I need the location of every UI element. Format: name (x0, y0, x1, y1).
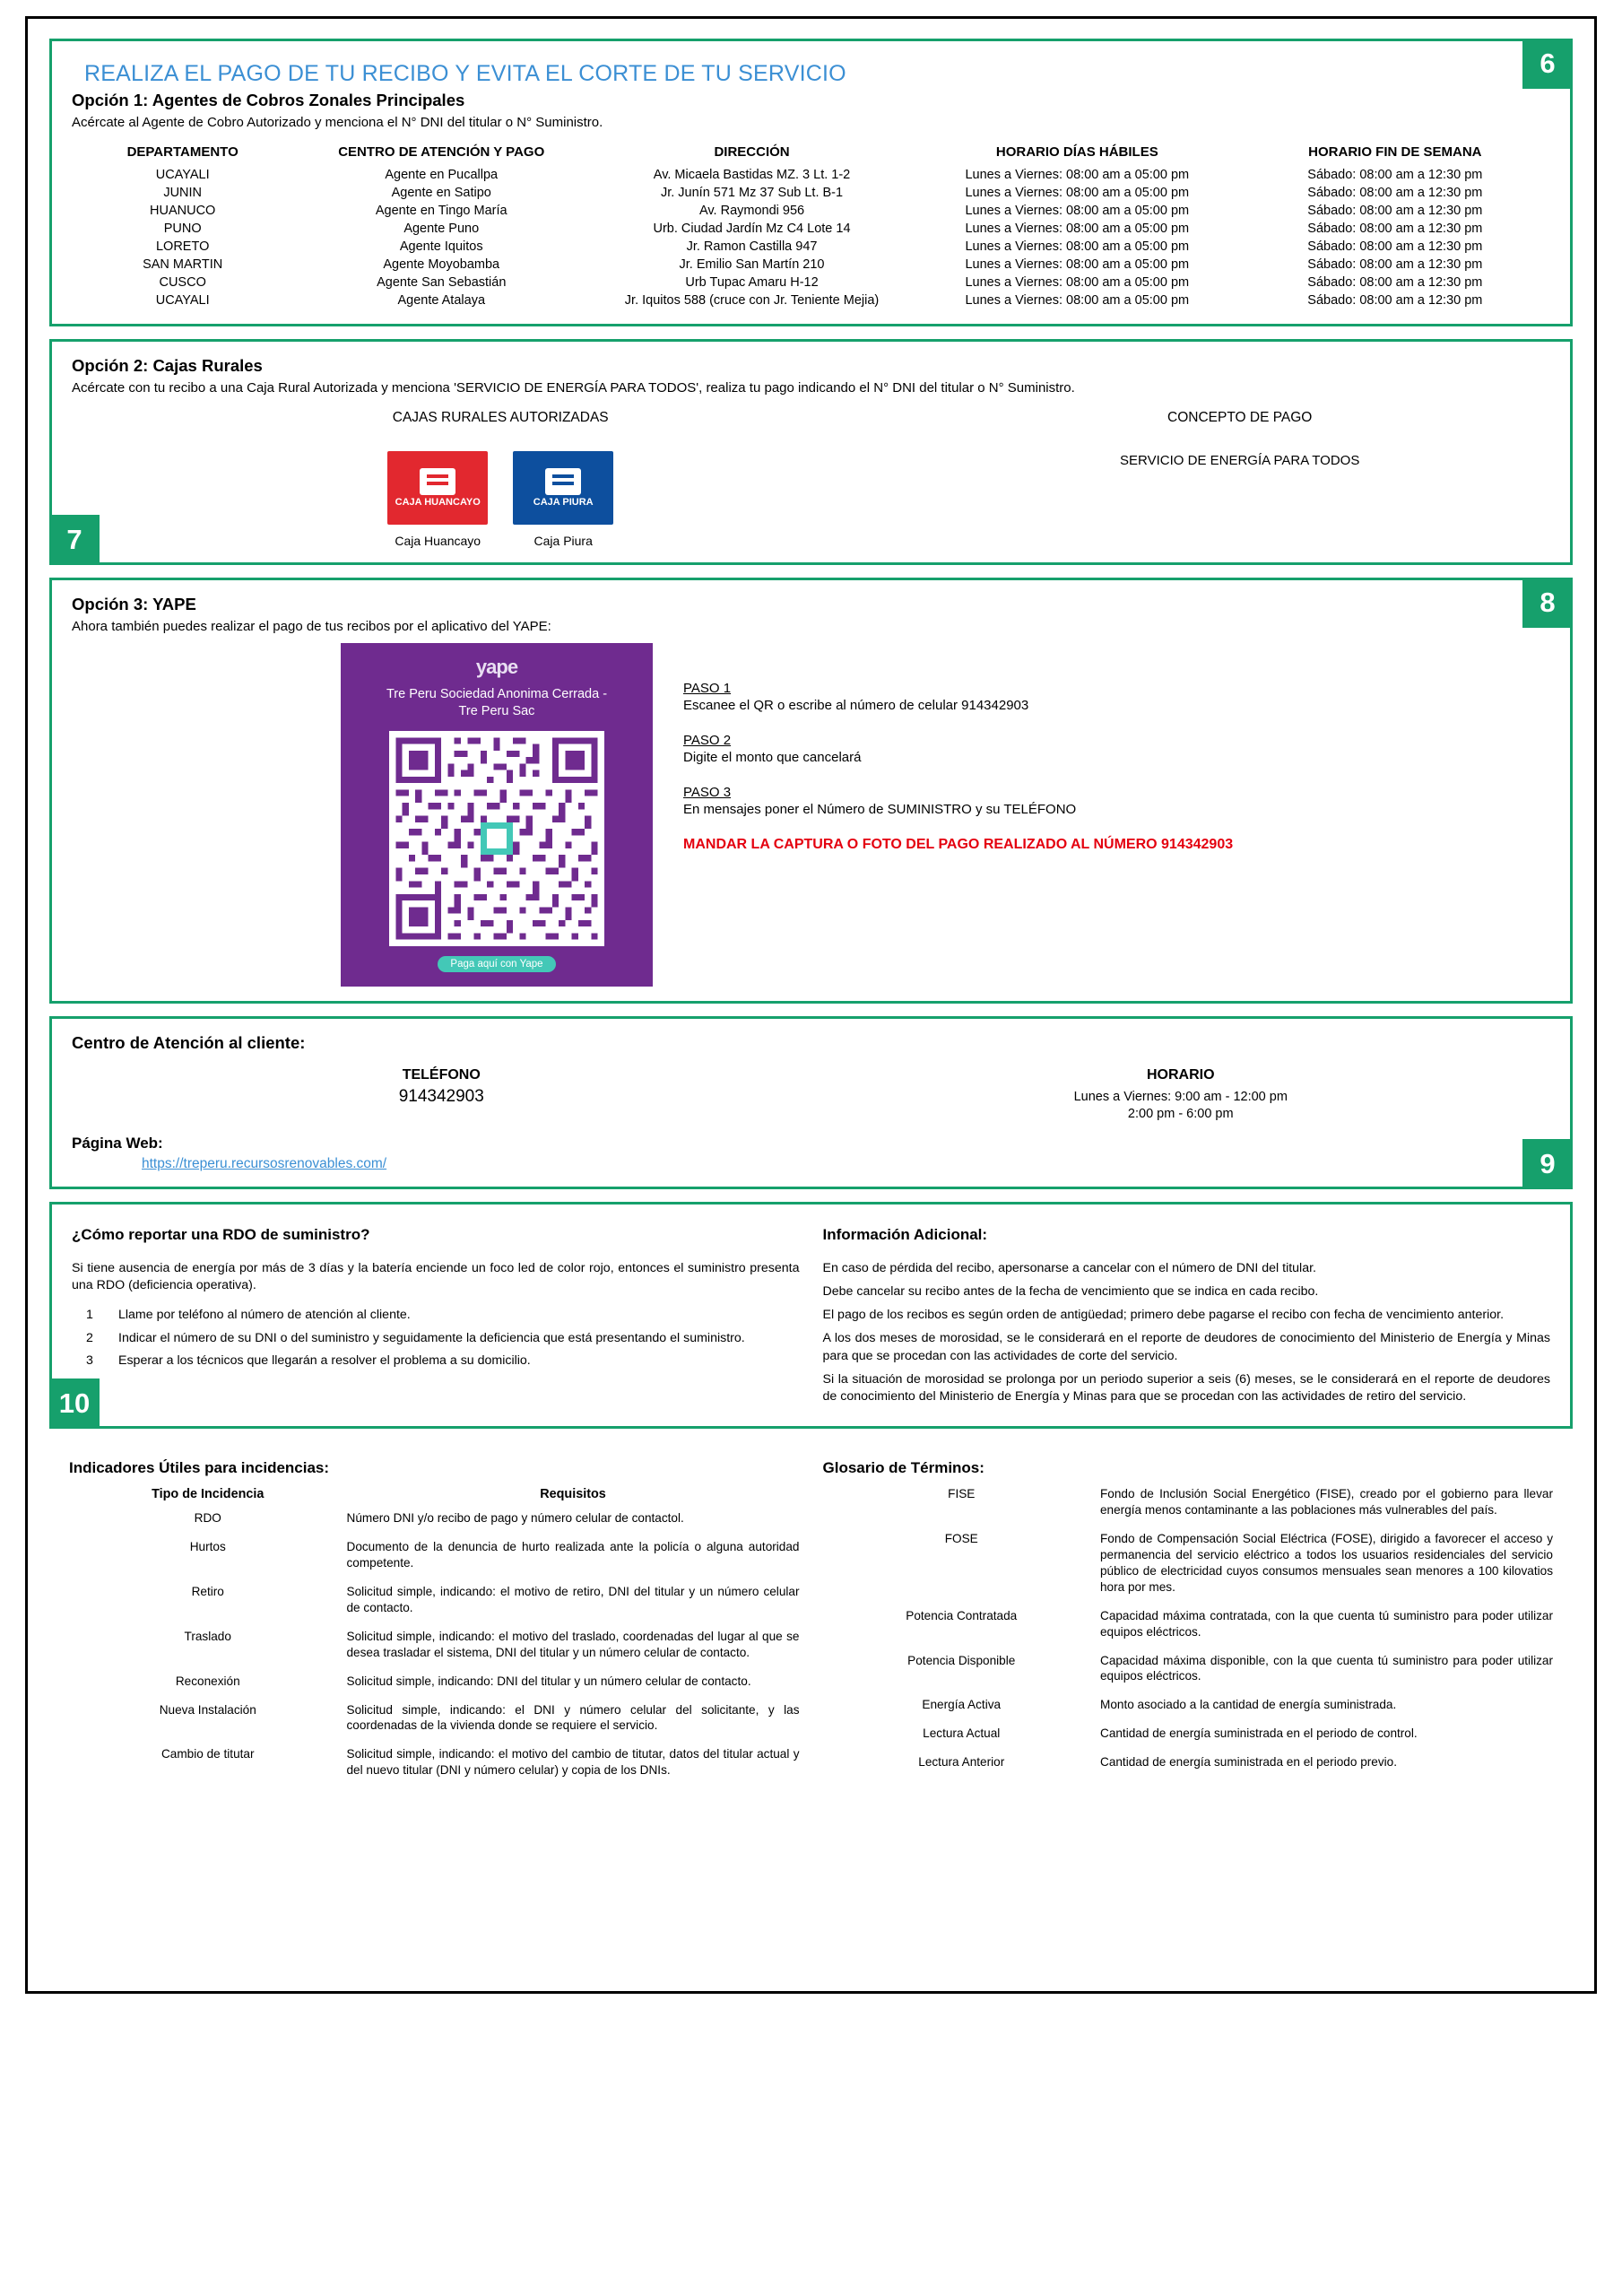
section-option-3-yape (49, 578, 1573, 1004)
step-2-label: PASO 2 (683, 733, 732, 748)
rdo-intro: Si tiene ausencia de energía por más de 3 días y la batería enciende un foco led de color rojo, entonces el suministro presenta una RDO (deficiencia operativa). (72, 1260, 800, 1292)
glossary-definition: Capacidad máxima disponible, con la que cuenta tú suministro para poder utilizar equipos eléctricos. (1100, 1653, 1553, 1683)
table-row (72, 166, 1550, 184)
rdo-step-2-text: Indicar el número de su DNI o del suministro y seguidamente la deficiencia que está presentando el suministro. (118, 1330, 745, 1345)
cell-horario-habiles: Lunes a Viernes: 08:00 am a 05:00 pm (965, 168, 1190, 182)
indicator-type: Reconexión (175, 1674, 240, 1688)
cell-horario-habiles: Lunes a Viernes: 08:00 am a 05:00 pm (965, 239, 1190, 254)
table-row (823, 1754, 1554, 1783)
phone-number: 914342903 (398, 1086, 484, 1106)
table-row (823, 1697, 1554, 1726)
glossary-term: FOSE (944, 1531, 978, 1545)
bank-logo-name: CAJA HUANCAYO (395, 496, 481, 508)
yape-steps (683, 643, 1233, 987)
cell-departamento: LORETO (155, 239, 210, 254)
indicators-column (69, 1454, 800, 1791)
table-row (72, 291, 1550, 309)
table-row (72, 220, 1550, 238)
table-row (69, 1539, 800, 1584)
table-row (823, 1653, 1554, 1698)
table-row (69, 1510, 800, 1539)
yape-footer-badge: Paga aquí con Yape (438, 956, 555, 972)
cell-horario-habiles: Lunes a Viernes: 08:00 am a 05:00 pm (965, 222, 1190, 236)
cell-horario-finde: Sábado: 08:00 am a 12:30 pm (1307, 204, 1483, 218)
cell-departamento: JUNIN (163, 186, 203, 200)
bank-icon (545, 468, 581, 495)
glossary-definition: Fondo de Compensación Social Eléctrica (FOSE), dirigido a favorecer el acceso y permanencia del servicio eléctrico a todos los usuarios residenciales del servicio público de electricidad cuyos consumos mensuales sean menores a 100 kilovatios hora por mes. (1100, 1531, 1553, 1594)
section-option-1 (49, 39, 1573, 326)
bank-logo-huancayo (387, 451, 488, 548)
indicator-type: Traslado (184, 1629, 231, 1643)
yape-warning-note: MANDAR LA CAPTURA O FOTO DEL PAGO REALIZADO AL NÚMERO 914342903 (683, 837, 1234, 852)
cell-horario-habiles: Lunes a Viernes: 08:00 am a 05:00 pm (965, 204, 1190, 218)
indicators-col-requirements: Requisitos (540, 1487, 606, 1502)
agents-col-horario-finde: HORARIO FIN DE SEMANA (1308, 144, 1482, 160)
step-1-label: PASO 1 (683, 681, 732, 696)
yape-logo: yape (475, 656, 518, 678)
indicator-requirements: Solicitud simple, indicando: DNI del titular y un número celular de contacto. (346, 1674, 751, 1688)
rdo-column (72, 1221, 800, 1412)
table-row (823, 1608, 1554, 1653)
cell-horario-finde: Sábado: 08:00 am a 12:30 pm (1307, 257, 1483, 272)
glossary-term: Potencia Contratada (906, 1608, 1018, 1622)
step-1-text: Escanee el QR o escribe al número de celular 914342903 (683, 698, 1029, 713)
cell-direccion: Jr. Iquitos 588 (cruce con Jr. Teniente Mejia) (624, 293, 880, 308)
table-row (69, 1629, 800, 1674)
cell-departamento: SAN MARTIN (143, 257, 223, 272)
phone-label: TELÉFONO (402, 1066, 481, 1083)
concept-header: CONCEPTO DE PAGO (1167, 410, 1313, 425)
glossary-definition: Cantidad de energía suministrada en el periodo previo. (1100, 1755, 1397, 1770)
list-item (72, 1330, 800, 1347)
cell-direccion: Jr. Emilio San Martín 210 (679, 257, 825, 272)
bank-caption: Caja Huancayo (395, 534, 481, 548)
website-label: Página Web: (72, 1134, 163, 1152)
option3-lead: Ahora también puedes realizar el pago de tus recibos por el aplicativo del YAPE: (72, 619, 551, 634)
indicator-requirements: Solicitud simple, indicando: el DNI y número celular del solicitante, y las coordenadas de la vivienda donde se requiere el servicio. (346, 1702, 800, 1733)
list-item (72, 1307, 800, 1324)
indicator-requirements: Solicitud simple, indicando: el motivo del cambio de titutar, datos del titular actual y del nuevo titular (DNI y número celular) y copia de los DNIs. (346, 1747, 800, 1778)
indicator-requirements: Solicitud simple, indicando: el motivo del traslado, coordenadas del lugar al que se desea trasladar el sistema, DNI del titular y un número celular de contacto. (346, 1629, 800, 1659)
rdo-step-1-text: Llame por teléfono al número de atención al cliente. (118, 1308, 411, 1323)
agents-table (72, 143, 1550, 309)
cell-departamento: PUNO (163, 222, 202, 236)
section-indicators-glossary (49, 1441, 1573, 1805)
cell-horario-finde: Sábado: 08:00 am a 12:30 pm (1307, 275, 1483, 290)
indicators-heading: Indicadores Útiles para incidencias: (69, 1459, 330, 1477)
glossary-term: Lectura Actual (923, 1726, 1001, 1741)
cell-horario-finde: Sábado: 08:00 am a 12:30 pm (1307, 239, 1483, 254)
schedule-line-2: 2:00 pm - 6:00 pm (1127, 1107, 1234, 1122)
additional-info-heading: Información Adicional: (822, 1225, 988, 1243)
indicator-type: Hurtos (189, 1539, 226, 1553)
table-row (823, 1486, 1554, 1531)
cell-horario-habiles: Lunes a Viernes: 08:00 am a 05:00 pm (965, 257, 1190, 272)
indicators-col-type: Tipo de Incidencia (152, 1487, 265, 1502)
table-row (72, 274, 1550, 291)
indicator-requirements: Solicitud simple, indicando: el motivo de retiro, DNI del titular y un número celular de contacto. (346, 1584, 800, 1614)
cell-departamento: UCAYALI (155, 168, 210, 182)
cell-direccion: Jr. Ramon Castilla 947 (686, 239, 818, 254)
rdo-step-1-num: 1 (86, 1308, 93, 1323)
table-row (69, 1584, 800, 1629)
website-link[interactable]: https://treperu.recursosrenovables.com/ (142, 1155, 387, 1171)
agents-col-direccion: DIRECCIÓN (714, 144, 790, 160)
rdo-step-2-num: 2 (86, 1330, 93, 1345)
glossary-table (823, 1486, 1554, 1783)
table-row (823, 1726, 1554, 1754)
glossary-definition: Monto asociado a la cantidad de energía suministrada. (1100, 1698, 1397, 1712)
cell-centro: Agente en Satipo (391, 186, 491, 200)
glossary-heading: Glosario de Términos: (822, 1459, 984, 1477)
step-3-text: En mensajes poner el Número de SUMINISTRO y su TELÉFONO (683, 802, 1077, 817)
additional-info-column (823, 1221, 1551, 1412)
bank-icon (420, 468, 455, 495)
cell-departamento: CUSCO (159, 275, 206, 290)
cell-horario-habiles: Lunes a Viernes: 08:00 am a 05:00 pm (965, 275, 1190, 290)
yape-card (341, 643, 653, 987)
cell-centro: Agente Iquitos (399, 239, 483, 254)
indicator-requirements: Número DNI y/o recibo de pago y número celular de contactol. (346, 1511, 684, 1526)
cell-departamento: UCAYALI (155, 293, 210, 308)
table-row (72, 256, 1550, 274)
rdo-step-3-num: 3 (86, 1352, 93, 1368)
table-row (72, 184, 1550, 202)
cell-centro: Agente en Tingo María (375, 204, 507, 218)
indicator-type: RDO (194, 1511, 221, 1526)
bank-logo-piura (513, 451, 613, 548)
schedule-label: HORARIO (1146, 1066, 1215, 1083)
indicators-table (69, 1486, 800, 1791)
cell-centro: Agente San Sebastián (377, 275, 507, 290)
info-paragraph-1: En caso de pérdida del recibo, apersonarse a cancelar con el número de DNI del titular. (822, 1260, 1316, 1275)
glossary-term: Energía Activa (922, 1698, 1002, 1712)
cell-horario-finde: Sábado: 08:00 am a 12:30 pm (1307, 293, 1483, 308)
indicator-type: Nueva Instalación (159, 1702, 256, 1717)
cell-direccion: Urb. Ciudad Jardín Mz C4 Lote 14 (653, 222, 851, 236)
glossary-definition: Fondo de Inclusión Social Energético (FISE), creado por el gobierno para llevar energía menos contaminante a las poblaciones más vulnerables del país. (1100, 1487, 1553, 1517)
cell-horario-finde: Sábado: 08:00 am a 12:30 pm (1307, 222, 1483, 236)
cell-horario-finde: Sábado: 08:00 am a 12:30 pm (1307, 168, 1483, 182)
agents-col-departamento: DEPARTAMENTO (126, 144, 239, 160)
info-paragraph-2: Debe cancelar su recibo antes de la fecha de vencimiento que se indica en cada recibo. (822, 1283, 1319, 1299)
indicator-type: Cambio de titutar (160, 1747, 255, 1761)
cell-centro: Agente Moyobamba (383, 257, 500, 272)
cell-centro: Agente Atalaya (397, 293, 486, 308)
rdo-steps-list (72, 1307, 800, 1370)
section-badge-7: 7 (49, 515, 100, 565)
indicator-type: Retiro (191, 1584, 224, 1598)
cell-centro: Agente en Pucallpa (385, 168, 499, 182)
agents-col-centro: CENTRO DE ATENCIÓN Y PAGO (338, 144, 545, 160)
customer-center-heading: Centro de Atención al cliente: (72, 1032, 306, 1052)
table-row (72, 202, 1550, 220)
glossary-definition: Capacidad máxima contratada, con la que cuenta tú suministro para poder utilizar equipos eléctricos. (1100, 1608, 1553, 1639)
table-row (823, 1531, 1554, 1608)
yape-account-name: Tre Peru Sociedad Anonima Cerrada - Tre Peru Sac (386, 687, 608, 718)
indicators-header-row (69, 1486, 800, 1510)
bank-caption: Caja Piura (533, 534, 593, 548)
cell-direccion: Av. Raymondi 956 (698, 204, 805, 218)
glossary-column (823, 1454, 1554, 1791)
table-row (69, 1702, 800, 1747)
agents-table-header-row (72, 143, 1550, 166)
option1-lead: Acércate al Agente de Cobro Autorizado y menciona el N° DNI del titular o N° Suministro. (72, 115, 603, 130)
bank-logo-name: CAJA PIURA (533, 496, 594, 508)
page-title: REALIZA EL PAGO DE TU RECIBO Y EVITA EL CORTE DE TU SERVICIO (84, 61, 846, 86)
cell-horario-habiles: Lunes a Viernes: 08:00 am a 05:00 pm (965, 186, 1190, 200)
cajas-authorized-header: CAJAS RURALES AUTORIZADAS (392, 410, 609, 425)
table-row (72, 238, 1550, 256)
glossary-term: FISE (948, 1487, 976, 1501)
glossary-definition: Cantidad de energía suministrada en el periodo de control. (1100, 1726, 1418, 1741)
cell-direccion: Av. Micaela Bastidas MZ. 3 Lt. 1-2 (653, 168, 851, 182)
section-badge-10: 10 (49, 1378, 100, 1429)
section-customer-center (49, 1016, 1573, 1189)
page-frame (25, 16, 1597, 1994)
cell-direccion: Urb Tupac Amaru H-12 (685, 275, 819, 290)
indicator-requirements: Documento de la denuncia de hurto realizada ante la policía o alguna autoridad competente. (346, 1539, 800, 1570)
rdo-heading: ¿Cómo reportar una RDO de suministro? (72, 1225, 370, 1243)
table-row (69, 1746, 800, 1791)
section-badge-6: 6 (1522, 39, 1573, 89)
qr-code (389, 731, 604, 946)
cell-direccion: Jr. Junín 571 Mz 37 Sub Lt. B-1 (660, 186, 844, 200)
section-rdo-info (49, 1202, 1573, 1429)
list-item (72, 1352, 800, 1370)
agents-col-horario-habiles: HORARIO DÍAS HÁBILES (995, 144, 1158, 160)
section-badge-8: 8 (1522, 578, 1573, 628)
cell-departamento: HUANUCO (150, 204, 216, 218)
glossary-term: Potencia Disponible (907, 1653, 1016, 1667)
table-row (69, 1674, 800, 1702)
cell-horario-finde: Sábado: 08:00 am a 12:30 pm (1307, 186, 1483, 200)
info-paragraph-5: Si la situación de morosidad se prolonga por un periodo superior a seis (6) meses, se le considerará en el reporte de deudores de conocimiento del Ministerio de Energía y Minas para que se procedan con las actividades de retiro del servicio. (822, 1371, 1550, 1404)
cell-horario-habiles: Lunes a Viernes: 08:00 am a 05:00 pm (965, 293, 1190, 308)
option2-lead: Acércate con tu recibo a una Caja Rural Autorizada y menciona 'SERVICIO DE ENERGÍA PARA TODOS', realiza tu pago indicando el N° DNI del titular o N° Suministro. (72, 380, 1075, 396)
section-option-2 (49, 339, 1573, 565)
concept-value: SERVICIO DE ENERGÍA PARA TODOS (1120, 453, 1360, 468)
rdo-step-3-text: Esperar a los técnicos que llegarán a resolver el problema a su domicilio. (118, 1352, 531, 1368)
glossary-term: Lectura Anterior (918, 1755, 1005, 1770)
cell-centro: Agente Puno (403, 222, 480, 236)
option2-heading: Opción 2: Cajas Rurales (72, 356, 263, 375)
info-paragraph-3: El pago de los recibos es según orden de antigüedad; primero debe pagarse el recibo con fecha de vencimiento anterior. (822, 1308, 1505, 1323)
schedule-line-1: Lunes a Viernes: 9:00 am - 12:00 pm (1073, 1089, 1288, 1104)
option1-heading: Opción 1: Agentes de Cobros Zonales Principales (72, 91, 465, 109)
step-3-label: PASO 3 (683, 785, 732, 800)
info-paragraph-4: A los dos meses de morosidad, se le considerará en el reporte de deudores de conocimiento del Ministerio de Energía y Minas para que se procedan con las actividades de corte del servicio. (822, 1331, 1550, 1363)
option3-heading: Opción 3: YAPE (72, 595, 196, 613)
step-2-text: Digite el monto que cancelará (683, 750, 862, 765)
section-badge-9: 9 (1522, 1139, 1573, 1189)
